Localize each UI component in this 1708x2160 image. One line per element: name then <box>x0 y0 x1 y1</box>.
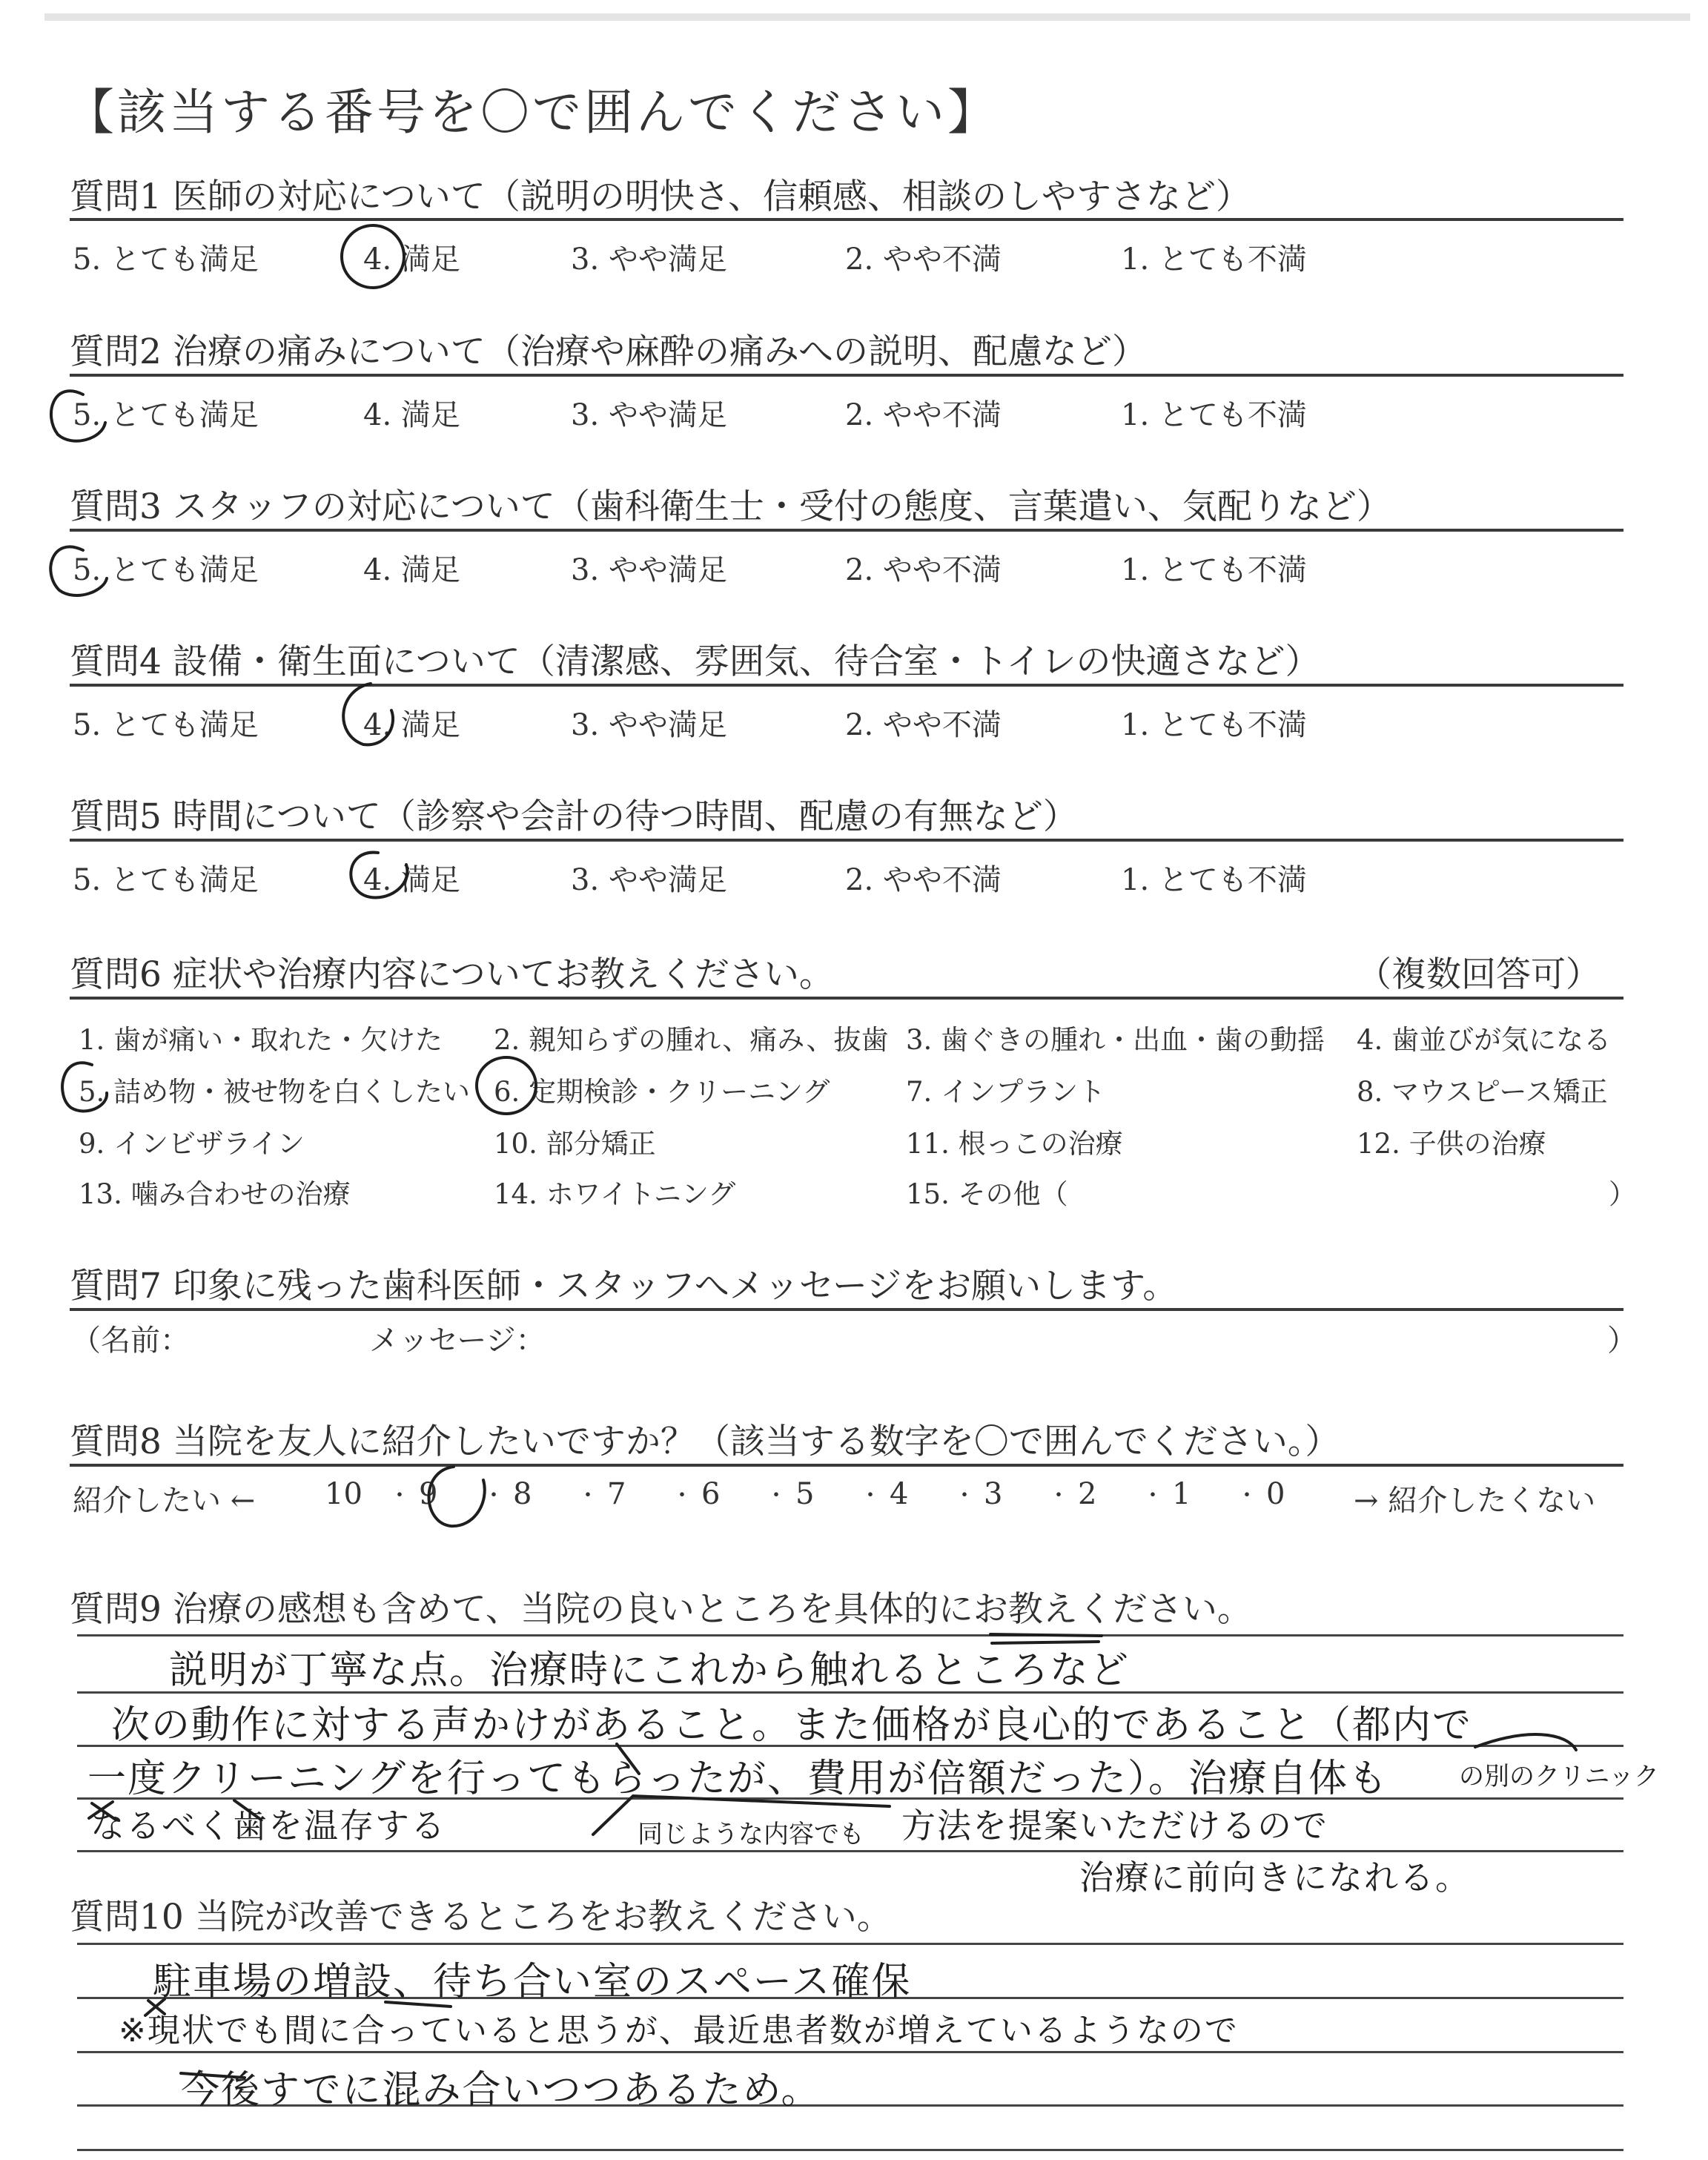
answer-rule <box>77 1943 1623 1945</box>
symptom-option-1[interactable]: 1. 歯が痛い・取れた・欠けた <box>79 1024 443 1056</box>
answer-rule <box>77 2051 1623 2053</box>
option-4[interactable]: 4. 満足 <box>363 708 460 742</box>
symptom-option-5[interactable]: 5. 詰め物・被せ物を白くしたい <box>79 1076 471 1108</box>
symptom-option-14[interactable]: 14. ホワイトニング <box>494 1178 736 1210</box>
scale-number-4[interactable]: 4 <box>890 1477 909 1511</box>
scale-number-2[interactable]: 2 <box>1078 1477 1097 1511</box>
handwritten-answer-line: なるべく歯を温存する <box>90 1806 446 1846</box>
scale-separator: ・ <box>953 1483 976 1509</box>
option-5[interactable]: 5. とても満足 <box>73 553 259 587</box>
scale-separator: ・ <box>388 1483 411 1509</box>
scale-number-9[interactable]: 9 <box>419 1477 438 1511</box>
option-1[interactable]: 1. とても不満 <box>1121 863 1307 897</box>
question-rule <box>70 1308 1623 1311</box>
scale-number-8[interactable]: 8 <box>513 1477 532 1511</box>
question-title: 質問1 医師の対応について（説明の明快さ、信頼感、相談のしやすさなど） <box>70 176 1251 217</box>
scale-number-7[interactable]: 7 <box>607 1477 626 1511</box>
option-4[interactable]: 4. 満足 <box>363 863 460 897</box>
handwritten-answer-line: ※現状でも間に合っていると思うが、最近患者数が増えているようなので <box>119 2012 1239 2050</box>
handwritten-answer-line: 治療に前向きになれる。 <box>1079 1857 1471 1898</box>
handwritten-answer-line: 次の動作に対する声かけがあること。また価格が良心的であること（都内で <box>111 1703 1473 1748</box>
scale-number-0[interactable]: 0 <box>1266 1477 1285 1511</box>
scale-separator: ・ <box>859 1483 881 1509</box>
recommend-left-label: 紹介したい ← <box>73 1484 256 1518</box>
symptom-option-12[interactable]: 12. 子供の治療 <box>1357 1128 1546 1160</box>
scale-number-1[interactable]: 1 <box>1172 1477 1191 1511</box>
option-3[interactable]: 3. やや満足 <box>571 708 727 742</box>
question-title: 質問5 時間について（診察や会計の待つ時間、配慮の有無など） <box>70 796 1078 837</box>
handwritten-answer-line: 一度クリーニングを行ってもらったが、費用が倍額だった）。治療自体も <box>87 1757 1388 1801</box>
option-4[interactable]: 4. 満足 <box>363 398 460 432</box>
symptom-option-13[interactable]: 13. 噛み合わせの治療 <box>79 1178 351 1210</box>
handwritten-answer-line: 今後すでに混み合いつつあるため。 <box>181 2068 821 2113</box>
question-rule <box>70 374 1623 377</box>
question-title: 質問7 印象に残った歯科医師・スタッフへメッセージをお願いします。 <box>70 1266 1178 1307</box>
scale-number-6[interactable]: 6 <box>701 1477 721 1511</box>
question-rule <box>70 839 1623 842</box>
scale-separator: ・ <box>1142 1483 1164 1509</box>
scale-separator: ・ <box>765 1483 787 1509</box>
symptom-option-8[interactable]: 8. マウスピース矯正 <box>1357 1076 1608 1108</box>
message-close-paren: ） <box>1607 1324 1637 1358</box>
handwritten-answer-line: 方法を提案いただけるので <box>901 1806 1328 1846</box>
question-rule <box>70 529 1623 532</box>
scale-number-5[interactable]: 5 <box>795 1477 815 1511</box>
question-title: 質問2 治療の痛みについて（治療や麻酔の痛みへの説明、配慮など） <box>70 331 1147 372</box>
option-3[interactable]: 3. やや満足 <box>571 553 727 587</box>
scale-separator: ・ <box>577 1483 599 1509</box>
symptom-option-9[interactable]: 9. インビザライン <box>79 1128 305 1160</box>
multiple-answer-note: （複数回答可） <box>1357 954 1601 995</box>
handwritten-insertion-note: の別のクリニック <box>1459 1762 1659 1791</box>
option-1[interactable]: 1. とても不満 <box>1121 242 1307 277</box>
symptom-option-7[interactable]: 7. インプラント <box>906 1076 1106 1108</box>
scale-separator: ・ <box>671 1483 693 1509</box>
handwritten-answer-line: 説明が丁寧な点。治療時にこれから触れるところなど <box>169 1648 1131 1693</box>
option-5[interactable]: 5. とても満足 <box>73 863 259 897</box>
question-rule <box>70 218 1623 221</box>
recommend-right-label: → 紹介したくない <box>1354 1484 1596 1518</box>
option-2[interactable]: 2. やや不満 <box>845 863 1002 897</box>
name-label[interactable]: （名前： <box>71 1324 190 1358</box>
symptom-option-10[interactable]: 10. 部分矯正 <box>494 1128 656 1160</box>
question-title: 質問3 スタッフの対応について（歯科衛生士・受付の態度、言葉遣い、気配りなど） <box>70 486 1391 527</box>
symptom-option-11[interactable]: 11. 根っこの治療 <box>906 1128 1123 1160</box>
option-5[interactable]: 5. とても満足 <box>73 708 259 742</box>
scale-number-10[interactable]: 10 <box>325 1477 363 1511</box>
other-close-paren: ） <box>1609 1178 1636 1210</box>
option-2[interactable]: 2. やや不満 <box>845 398 1002 432</box>
insertion-caret <box>1475 1734 1576 1750</box>
scale-separator: ・ <box>1236 1483 1258 1509</box>
symptom-option-15[interactable]: 15. その他（ <box>906 1178 1068 1210</box>
symptom-option-6[interactable]: 6. 定期検診・クリーニング <box>494 1076 830 1108</box>
message-label[interactable]: メッセージ： <box>369 1324 546 1358</box>
question-title: 質問4 設備・衛生面について（清潔感、雰囲気、待合室・トイレの快適さなど） <box>70 641 1320 682</box>
option-1[interactable]: 1. とても不満 <box>1121 708 1307 742</box>
option-3[interactable]: 3. やや満足 <box>571 242 727 277</box>
question-title: 質問8 当院を友人に紹介したいですか？（該当する数字を〇で囲んでください。） <box>70 1421 1340 1462</box>
option-5[interactable]: 5. とても満足 <box>73 242 259 277</box>
question-title: 質問9 治療の感想も含めて、当院の良いところを具体的にお教えください。 <box>70 1589 1252 1630</box>
option-1[interactable]: 1. とても不満 <box>1121 553 1307 587</box>
question-title: 質問6 症状や治療内容についてお教えください。 <box>70 954 834 995</box>
option-5[interactable]: 5. とても満足 <box>73 398 259 432</box>
question-title: 質問10 当院が改善できるところをお教えください。 <box>70 1897 892 1938</box>
handwritten-insertion-note: 同じような内容でも <box>638 1820 864 1849</box>
option-3[interactable]: 3. やや満足 <box>571 398 727 432</box>
option-2[interactable]: 2. やや不満 <box>845 242 1002 277</box>
symptom-option-4[interactable]: 4. 歯並びが気になる <box>1357 1024 1612 1056</box>
page-heading: 【該当する番号を〇で囲んでください】 <box>65 84 999 141</box>
question-rule <box>70 684 1623 687</box>
symptom-option-2[interactable]: 2. 親知らずの腫れ、痛み、抜歯 <box>494 1024 889 1056</box>
scale-number-3[interactable]: 3 <box>984 1477 1003 1511</box>
answer-rule <box>77 2149 1623 2151</box>
option-4[interactable]: 4. 満足 <box>363 242 460 277</box>
symptom-option-3[interactable]: 3. 歯ぐきの腫れ・出血・歯の動揺 <box>906 1024 1325 1056</box>
option-2[interactable]: 2. やや不満 <box>845 553 1002 587</box>
option-2[interactable]: 2. やや不満 <box>845 708 1002 742</box>
option-3[interactable]: 3. やや満足 <box>571 863 727 897</box>
scale-separator: ・ <box>1047 1483 1070 1509</box>
question-rule <box>70 1464 1623 1467</box>
question-rule <box>70 997 1623 1000</box>
answer-rule <box>77 1634 1623 1636</box>
handwritten-answer-line: 駐車場の増設、待ち合い室のスペース確保 <box>153 1960 912 2004</box>
page-top-edge <box>44 13 1690 21</box>
option-4[interactable]: 4. 満足 <box>363 553 460 587</box>
option-1[interactable]: 1. とても不満 <box>1121 398 1307 432</box>
scale-separator: ・ <box>483 1483 505 1509</box>
